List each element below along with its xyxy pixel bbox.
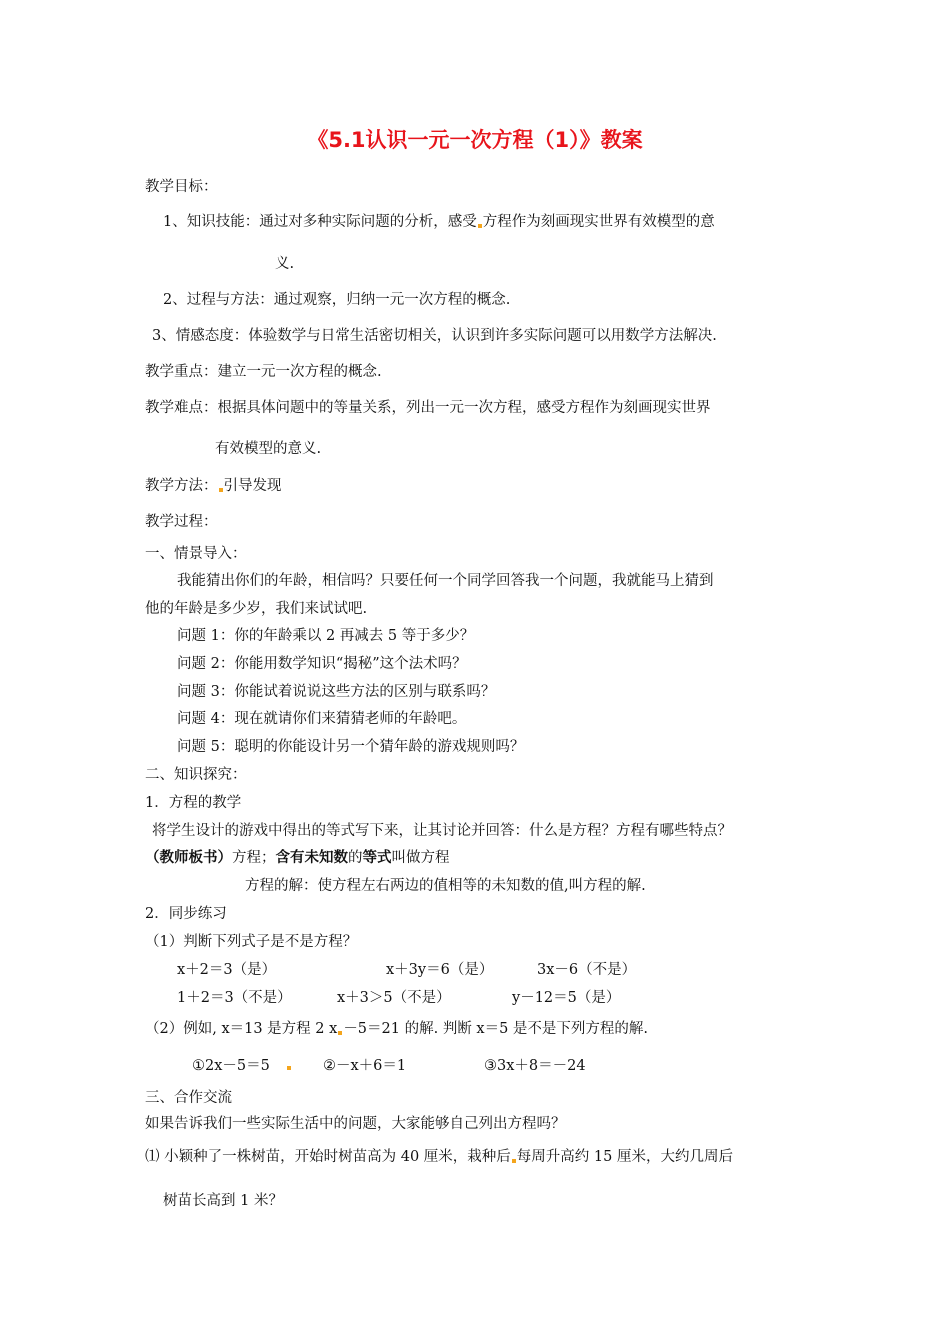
- exercise-1-prompt: （1）判断下列式子是不是方程？: [145, 934, 358, 950]
- method-label: 教学方法：: [145, 478, 218, 494]
- exercise-1-item: y－12＝5（是）: [512, 990, 621, 1006]
- marker-dot: [512, 1159, 516, 1163]
- section-3-intro: 如果告诉我们一些实际生活中的问题，大家能够自己列出方程吗？: [145, 1116, 566, 1132]
- exercise-2-part-b: －5＝21 的解. 判断 x＝5 是不是下列方程的解.: [343, 1021, 649, 1037]
- board-of: 的: [348, 850, 363, 866]
- question-1: 问题 1：你的年龄乘以 2 再减去 5 等于多少？: [177, 628, 475, 644]
- document-title: 《5.1认识一元一次方程（1）》教案: [307, 128, 643, 152]
- board-definition: [145, 848, 450, 868]
- teaching-method: [145, 476, 282, 496]
- subsection-practice: 2．同步练习: [145, 906, 227, 922]
- objective-3: 3、情感态度：体验数学与日常生活密切相关，认识到许多实际问题可以用数学方法解决.: [152, 328, 717, 344]
- problem-1-part-b: 每周升高约 15 厘米，大约几周后: [516, 1149, 733, 1165]
- exercise-2-option: ③3x＋8＝－24: [484, 1058, 586, 1074]
- key-point: 教学重点：建立一元一次方程的概念.: [145, 364, 382, 380]
- objectives-heading: 教学目标：: [145, 179, 218, 195]
- section-1-intro: 我能猜出你们的年龄，相信吗？只要任何一个同学回答我一个问题，我就能马上猜到: [177, 573, 714, 589]
- process-heading: 教学过程：: [145, 514, 218, 530]
- board-called: 叫做方程: [391, 850, 450, 866]
- exercise-1-item: x＋2＝3（是）: [177, 962, 277, 978]
- exercise-1-item: x＋3y＝6（是）: [386, 962, 494, 978]
- exercise-2-option: ②－x＋6＝1: [323, 1058, 407, 1074]
- marker-dot: [219, 488, 223, 492]
- exercise-2-prompt: [145, 1019, 648, 1039]
- problem-1-continued: 树苗长高到 1 米？: [163, 1193, 283, 1209]
- discussion-prompt: 将学生设计的游戏中得出的等式写下来，让其讨论并回答：什么是方程？方程有哪些特点？: [152, 823, 732, 839]
- section-1-intro-continued: 他的年龄是多少岁，我们来试试吧.: [145, 601, 368, 617]
- question-5: 问题 5：聪明的你能设计另一个猜年龄的游戏规则吗？: [177, 739, 525, 755]
- difficulty: 教学难点：根据具体问题中的等量关系，列出一元一次方程，感受方程作为刻画现实世界: [145, 400, 711, 416]
- section-1-heading: 一、情景导入：: [145, 546, 247, 562]
- objective-1-part-a: 1、知识技能：通过对多种实际问题的分析，感受: [163, 214, 477, 230]
- objective-1-continued: 义.: [275, 256, 295, 272]
- solution-definition: 方程的解：使方程左右两边的值相等的未知数的值,叫方程的解.: [245, 878, 646, 894]
- exercise-2-option: ①2x－5＝5: [192, 1058, 270, 1074]
- method-value: 引导发现: [223, 478, 282, 494]
- marker-dot: [478, 224, 482, 228]
- marker-dot: [287, 1066, 291, 1070]
- subsection-equation-teaching: 1．方程的教学: [145, 795, 242, 811]
- exercise-1-item: 1＋2＝3（不是）: [177, 990, 292, 1006]
- board-label: （教师板书）: [145, 850, 232, 866]
- difficulty-continued: 有效模型的意义.: [215, 441, 322, 457]
- board-equality: 等式: [362, 850, 392, 866]
- question-4: 问题 4：现在就请你们来猜猜老师的年龄吧。: [177, 711, 467, 727]
- problem-1: [145, 1147, 733, 1167]
- board-term: 方程；: [232, 850, 276, 866]
- section-2-heading: 二、知识探究：: [145, 767, 247, 783]
- question-3: 问题 3：你能试着说说这些方法的区别与联系吗？: [177, 684, 496, 700]
- problem-1-part-a: ⑴ 小颖种了一株树苗，开始时树苗高为 40 厘米，栽种后: [145, 1149, 511, 1165]
- objective-1-part-b: 方程作为刻画现实世界有效模型的意: [482, 214, 715, 230]
- question-2: 问题 2：你能用数学知识“揭秘”这个法术吗？: [177, 656, 467, 672]
- exercise-1-item: x＋3＞5（不是）: [337, 990, 451, 1006]
- objective-2: 2、过程与方法：通过观察，归纳一元一次方程的概念.: [163, 292, 511, 308]
- marker-dot: [338, 1031, 342, 1035]
- objective-1: [163, 212, 715, 232]
- board-unknown: 含有未知数: [275, 850, 348, 866]
- exercise-2-part-a: （2）例如, x＝13 是方程 2 x: [145, 1021, 338, 1037]
- exercise-1-item: 3x－6（不是）: [537, 962, 637, 978]
- section-3-heading: 三、合作交流: [145, 1090, 232, 1106]
